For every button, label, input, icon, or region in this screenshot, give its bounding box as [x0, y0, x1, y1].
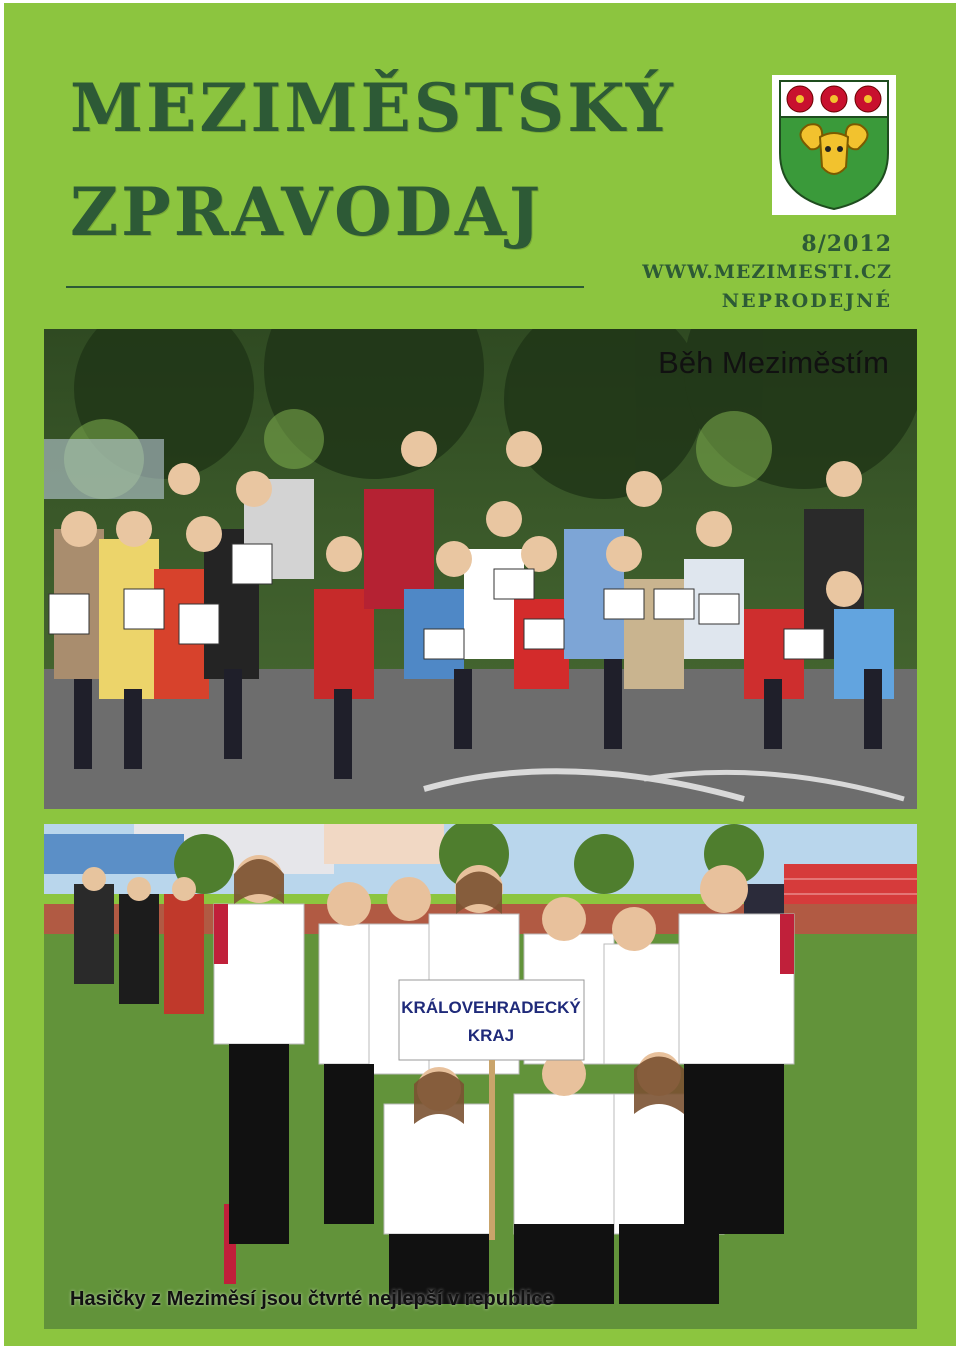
website-url: WWW.MEZIMESTI.CZ	[642, 261, 892, 283]
race-headline: Běh Meziměstím	[658, 345, 889, 380]
team-photo	[44, 824, 917, 1329]
title-line-1: MEZIMĚSTSKÝ	[70, 69, 676, 147]
banner-text-line1: KRÁLOVEHRADECKÝ	[401, 998, 581, 1017]
title-underline	[66, 286, 584, 288]
issue-number: 8/2012	[801, 231, 892, 257]
price-note: NEPRODEJNÉ	[721, 290, 892, 312]
team-photo-caption: Hasičky z Meziměsí jsou čtvrté nejlepší v republice	[70, 1288, 554, 1310]
municipal-coat-of-arms-icon	[772, 75, 896, 215]
title-line-2: ZPRAVODAJ	[70, 173, 544, 251]
race-photo	[44, 329, 917, 809]
banner-text-line2: KRAJ	[467, 1026, 515, 1045]
magazine-cover	[4, 3, 956, 1346]
masthead	[4, 3, 956, 329]
